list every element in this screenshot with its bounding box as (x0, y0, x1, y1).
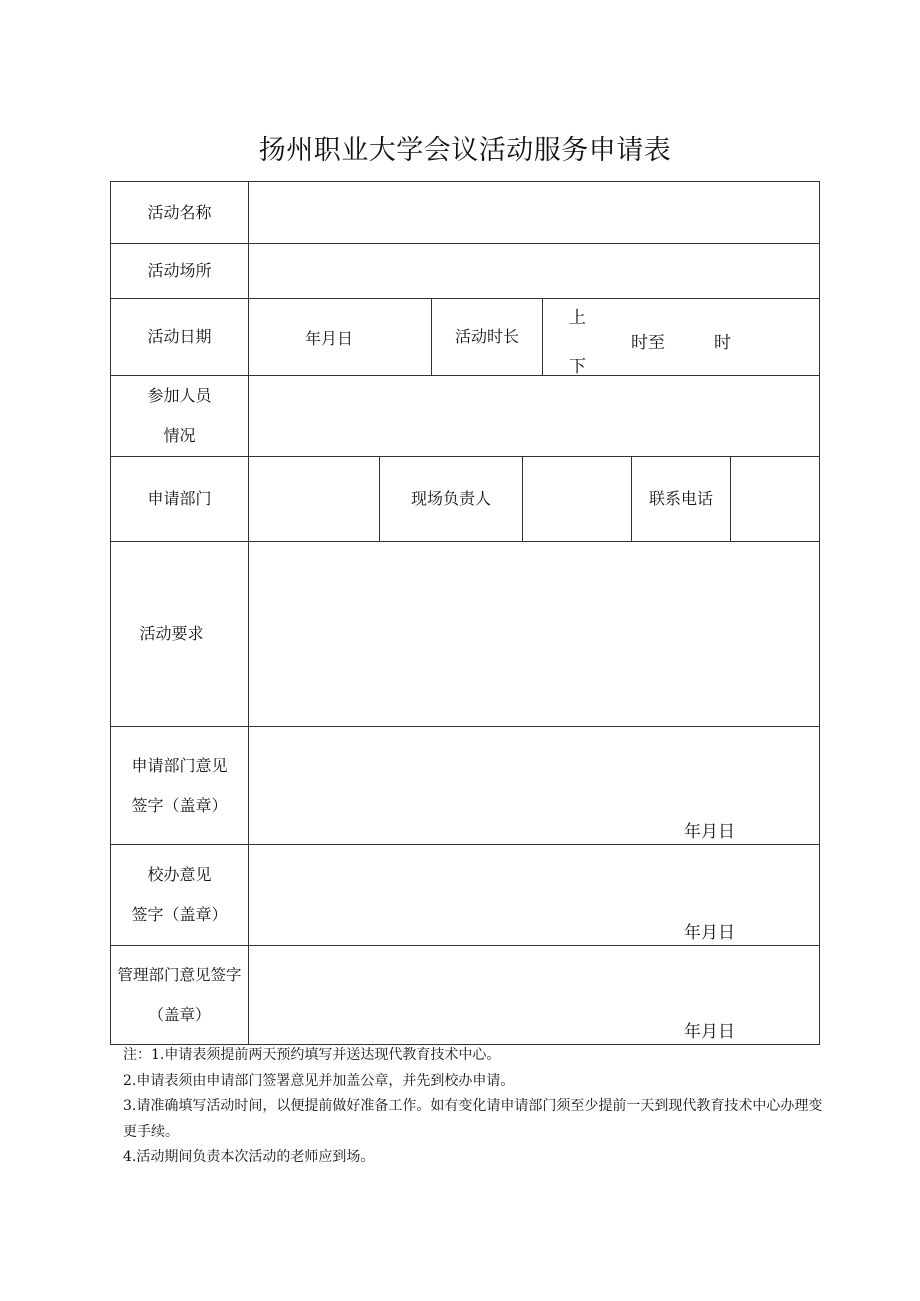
phone-label: 联系电话 (632, 457, 731, 542)
am-text: 上 (569, 308, 586, 328)
participants-field[interactable] (249, 376, 820, 457)
time-from-text: 时至 (631, 333, 665, 353)
note-4: 4.活动期间负责本次活动的老师应到场。 (123, 1149, 375, 1165)
office-opinion-field[interactable] (249, 845, 820, 946)
office-opinion-label: 校办意见 签字（盖章） (111, 845, 249, 946)
note-1: 注：1.申请表须提前两天预约填写并送达现代教育技术中心。 (123, 1047, 501, 1063)
page-title: 扬州职业大学会议活动服务申请表 (258, 135, 672, 166)
participants-label: 参加人员 情况 (111, 376, 249, 457)
dept-opinion-field[interactable] (249, 727, 820, 845)
dept-opinion-label: 申请部门意见 签字（盖章） (111, 727, 249, 845)
dept-field[interactable] (249, 457, 380, 542)
date-field[interactable]: 年月日 (249, 299, 432, 376)
event-name-label: 活动名称 (111, 182, 249, 244)
office-sign-date: 年月日 (684, 923, 736, 943)
onsite-manager-field[interactable] (523, 457, 632, 542)
requirements-field[interactable] (249, 542, 820, 727)
notes (123, 1043, 823, 1171)
duration-field[interactable] (543, 299, 820, 376)
note-3: 3.请准确填写活动时间，以便提前做好准备工作。如有变化请申请部门须至少提前一天到现代教育技术中心办理变更手续。 (123, 1098, 823, 1140)
dept-label: 申请部门 (111, 457, 249, 542)
requirements-label: 活动要求 (111, 542, 249, 727)
dept-sign-date: 年月日 (684, 822, 736, 842)
phone-field[interactable] (731, 457, 820, 542)
pm-text: 下 (569, 357, 586, 377)
venue-field[interactable] (249, 244, 820, 299)
duration-label: 活动时长 (432, 299, 543, 376)
mgmt-opinion-label: 管理部门意见签字 （盖章） (111, 946, 249, 1045)
date-label: 活动日期 (111, 299, 249, 376)
time-to-text: 时 (714, 333, 731, 353)
application-form (110, 181, 820, 1045)
mgmt-sign-date: 年月日 (684, 1022, 736, 1042)
onsite-manager-label: 现场负责人 (380, 457, 523, 542)
event-name-field[interactable] (249, 182, 820, 244)
mgmt-opinion-field[interactable] (249, 946, 820, 1045)
venue-label: 活动场所 (111, 244, 249, 299)
note-2: 2.申请表须由申请部门签署意见并加盖公章，并先到校办申请。 (123, 1072, 515, 1089)
